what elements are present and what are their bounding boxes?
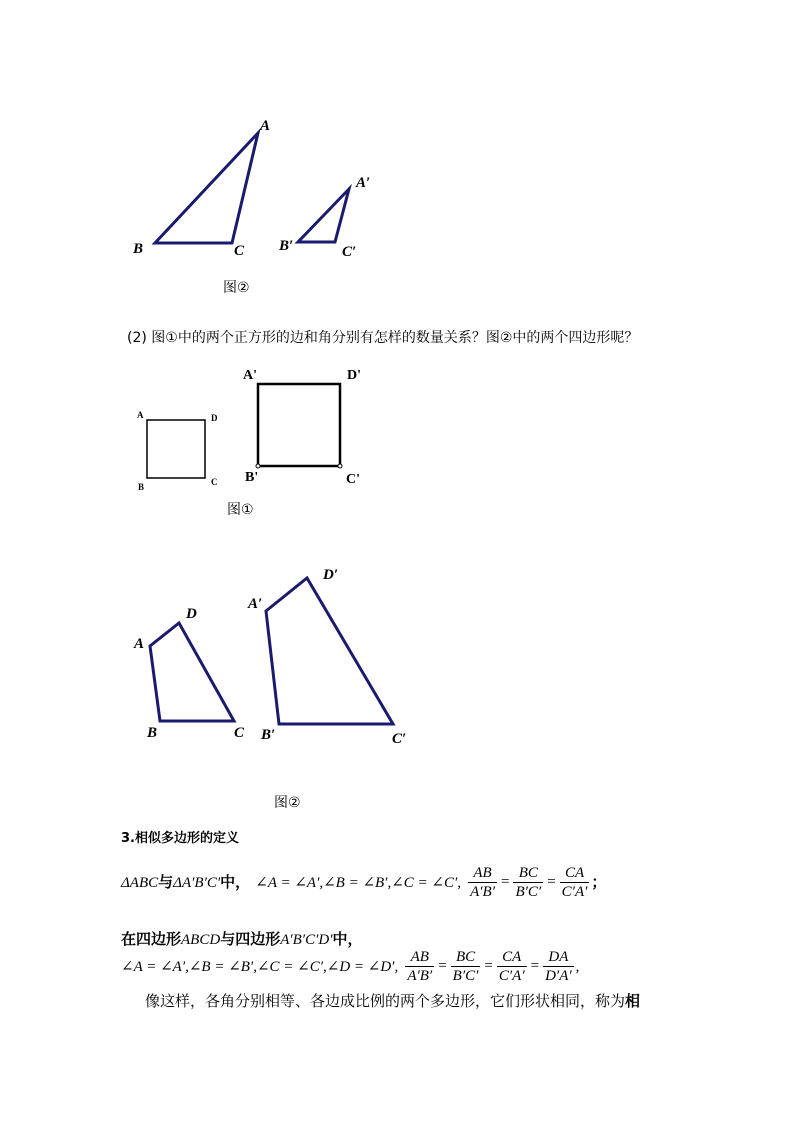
quad-prefix: 在四边形 xyxy=(121,930,182,948)
quad-zhong: 中， xyxy=(332,930,363,948)
triangle-abc xyxy=(155,133,258,243)
vertex-dot-c2 xyxy=(338,464,342,468)
square-large xyxy=(258,384,340,466)
semicolon: ； xyxy=(591,873,607,891)
quad-line-end: , xyxy=(575,959,580,975)
angle-equalities: ∠A = ∠A′,∠B = ∠B′,∠C = ∠C′, xyxy=(255,875,462,891)
label-quad-b-prime: B′ xyxy=(261,727,276,743)
label-tri-c-prime: C′ xyxy=(342,244,357,260)
label-sq-d-prime: D' xyxy=(347,368,361,383)
label-tri-c: C xyxy=(234,243,245,259)
label-quad-c: C xyxy=(234,725,245,741)
label-sq-b-prime: B' xyxy=(245,470,259,485)
definition-text: 像这样，各角分别相等、各边成比例的两个多边形，它们形状相同，称为 xyxy=(145,992,626,1010)
label-quad-c-prime: C′ xyxy=(392,731,407,747)
quad-condition-line: ∠A = ∠A′,∠B = ∠B′,∠C = ∠C′,∠D = ∠D′, $\frac{AB}{A'B'}$ = $\frac{BC}{B'C'}$ = $\frac{CA}{C'A'}$ = $\frac{DA}{D'A'}$ , xyxy=(121,949,580,984)
triangle-condition-line: ΔABC与ΔA′B′C′中， ∠A = ∠A′,∠B = ∠B′,∠C = ∠C′, $\frac{AB}{A'B'}$ = $\frac{BC}{B'C'}$ = $\frac{CA}{C'A'}$ ； xyxy=(121,865,607,900)
quad-fraction-da: $\frac{DA}{D'A'}$ xyxy=(545,949,572,984)
with-word: 与 xyxy=(158,873,174,891)
figure-caption-quads: 图② xyxy=(274,795,301,811)
label-quad-d-prime: D′ xyxy=(323,567,339,583)
label-sq-d: D xyxy=(211,413,218,423)
quad-a2b2c2d2-symbol: A′B′C′D′ xyxy=(280,932,333,948)
square-small xyxy=(147,420,205,478)
label-sq-a-prime: A' xyxy=(243,368,257,383)
label-sq-b: B xyxy=(138,482,145,492)
label-quad-a: A xyxy=(134,636,145,652)
quad-a2b2c2d2 xyxy=(266,578,393,724)
label-quad-d: D xyxy=(186,606,197,622)
definition-paragraph xyxy=(145,990,640,1011)
triangle-abc-symbol: ΔABC xyxy=(121,875,159,891)
triangle-a2b2c2 xyxy=(298,189,349,242)
triangle-a2b2c2-symbol: ΔA′B′C′ xyxy=(173,875,221,891)
label-quad-b: B xyxy=(147,725,158,741)
quad-fraction-ab: $\frac{AB}{A'B'}$ xyxy=(407,949,433,984)
figure-caption-triangles: 图② xyxy=(223,280,250,296)
question-2: (2) 图①中的两个正方形的边和角分别有怎样的数量关系？图②中的两个四边形呢？ xyxy=(127,330,639,346)
fraction-ca: $\frac{CA}{C'A'}$ xyxy=(561,865,588,900)
quad-with: 与四边形 xyxy=(220,930,281,948)
label-tri-b: B xyxy=(133,241,144,257)
definition-bold-end: 相 xyxy=(625,992,641,1010)
quad-abcd xyxy=(150,623,234,721)
fraction-ab: $\frac{AB}{A'B'}$ xyxy=(470,865,495,900)
quad-abcd-symbol: ABCD xyxy=(181,932,221,948)
label-tri-a-prime: A′ xyxy=(356,175,371,191)
quad-intro-line xyxy=(121,928,363,949)
label-sq-c-prime: C' xyxy=(346,472,360,487)
label-quad-a-prime: A′ xyxy=(248,596,263,612)
quad-angle-equalities: ∠A = ∠A′,∠B = ∠B′,∠C = ∠C′,∠D = ∠D′, xyxy=(121,959,399,975)
figure-caption-squares: 图① xyxy=(227,502,254,518)
quad-fraction-ca: $\frac{CA}{C'A'}$ xyxy=(498,949,525,984)
quad-fraction-bc: $\frac{BC}{B'C'}$ xyxy=(452,949,479,984)
label-sq-a: A xyxy=(137,410,144,420)
label-tri-a: A xyxy=(260,118,271,134)
vertex-dot-b2 xyxy=(256,464,260,468)
fraction-bc: $\frac{BC}{B'C'}$ xyxy=(515,865,542,900)
label-tri-b-prime: B′ xyxy=(279,238,294,254)
label-sq-c: C xyxy=(211,477,218,487)
zhong-word: 中， xyxy=(220,873,251,891)
section-3-heading: 3.相似多边形的定义 xyxy=(121,831,239,846)
